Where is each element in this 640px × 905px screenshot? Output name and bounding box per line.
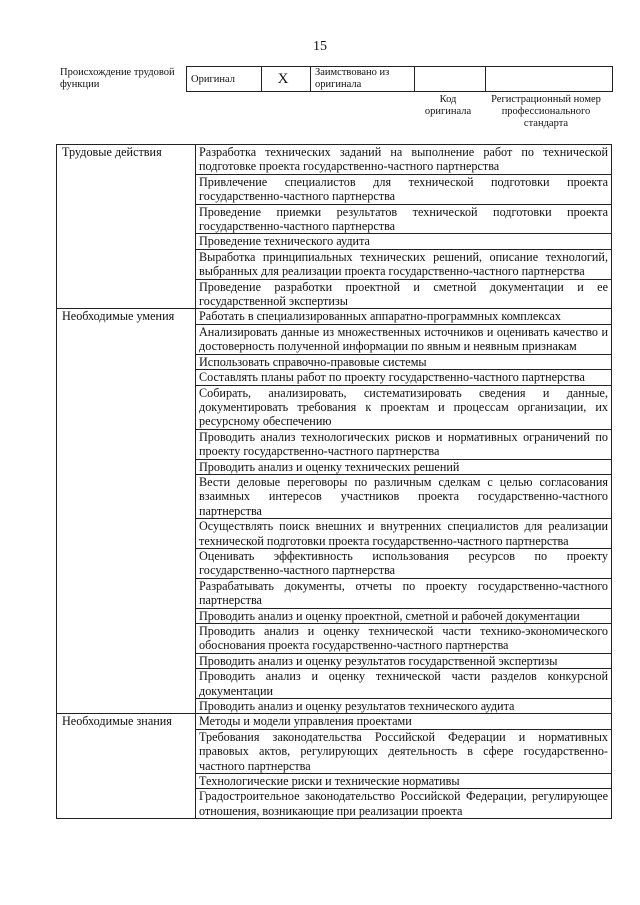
table-cell: Работать в специализированных аппаратно-программных комплексах [196,309,612,324]
table-cell: Градостроительное законодательство Российской Федерации, регулирующее отношения, возникающие при реализации проекта [196,789,612,819]
table-cell: Проводить анализ и оценку проектной, сметной и рабочей документации [196,608,612,623]
table-cell: Проведение приемки результатов технической подготовки проекта государственно-частного партнерства [196,204,612,234]
table-cell: Анализировать данные из множественных источников и оценивать качество и достоверность полученной информации по явным и неявным признакам [196,324,612,354]
table-cell: Оценивать эффективность использования ресурсов по проекту государственно-частного партнерства [196,548,612,578]
borrowed-cell: Заимствовано из оригинала [311,67,415,92]
table-cell: Осуществлять поиск внешних и внутренних специалистов для реализации технической подготовки проекта государственно-частного партнерства [196,519,612,549]
code-caption: Код оригинала [424,94,472,117]
table-cell: Методы и модели управления проектами [196,714,612,729]
table-cell: Вести деловые переговоры по различным сделкам с целью согласования взаимных интересов участников проекта государственно-частного партнерства [196,474,612,518]
function-table [56,144,612,819]
origin-label: Происхождение трудовой функции [60,67,175,90]
table-row [57,145,612,175]
table-cell: Проводить анализ и оценку результатов технического аудита [196,699,612,714]
reg-caption: Регистрационный номер профессионального стандарта [491,94,601,129]
table-cell: Составлять планы работ по проекту государственно-частного партнерства [196,370,612,385]
table-row [57,714,612,729]
section-title: Трудовые действия [57,145,196,309]
table-cell: Проводить анализ и оценку результатов государственной экспертизы [196,653,612,668]
original-mark: X [262,67,311,92]
table-cell: Разрабатывать документы, отчеты по проекту государственно-частного партнерства [196,578,612,608]
table-cell: Проводить анализ и оценку технической части технико-экономического обоснования проекта государственно-частного партнерства [196,624,612,654]
page-number: 15 [313,39,327,54]
table-cell: Собирать, анализировать, систематизировать сведения и данные, документировать требования к проектам и процессам организации, их ресурсному обеспечению [196,385,612,429]
section-title: Необходимые знания [57,714,196,819]
table-cell: Проводить анализ технологических рисков и нормативных ограничений по проекту государственно-частного партнерства [196,429,612,459]
table-cell: Проводить анализ и оценку технических решений [196,459,612,474]
table-cell: Технологические риски и технические нормативы [196,774,612,789]
table-cell: Привлечение специалистов для технической подготовки проекта государственно-частного партнерства [196,174,612,204]
original-cell: Оригинал [187,67,262,92]
table-cell: Использовать справочно-правовые системы [196,354,612,369]
code-cell [415,67,486,92]
table-cell: Проведение разработки проектной и сметной документации и ее государственной экспертизы [196,279,612,309]
table-cell: Проводить анализ и оценку технической части разделов конкурсной документации [196,669,612,699]
origin-table [186,66,613,92]
table-cell: Требования законодательства Российской Федерации и нормативных правовых актов, регулирующих деятельность в сфере государственно-частного партнерства [196,729,612,773]
table-row [57,309,612,324]
section-title: Необходимые умения [57,309,196,714]
table-cell: Выработка принципиальных технических решений, описание технологий, выбранных для реализации проекта государственно-частного партнерства [196,249,612,279]
reg-number-cell [486,67,613,92]
table-cell: Разработка технических заданий на выполнение работ по технической подготовке проекта государственно-частного партнерства [196,145,612,175]
table-cell: Проведение технического аудита [196,234,612,249]
